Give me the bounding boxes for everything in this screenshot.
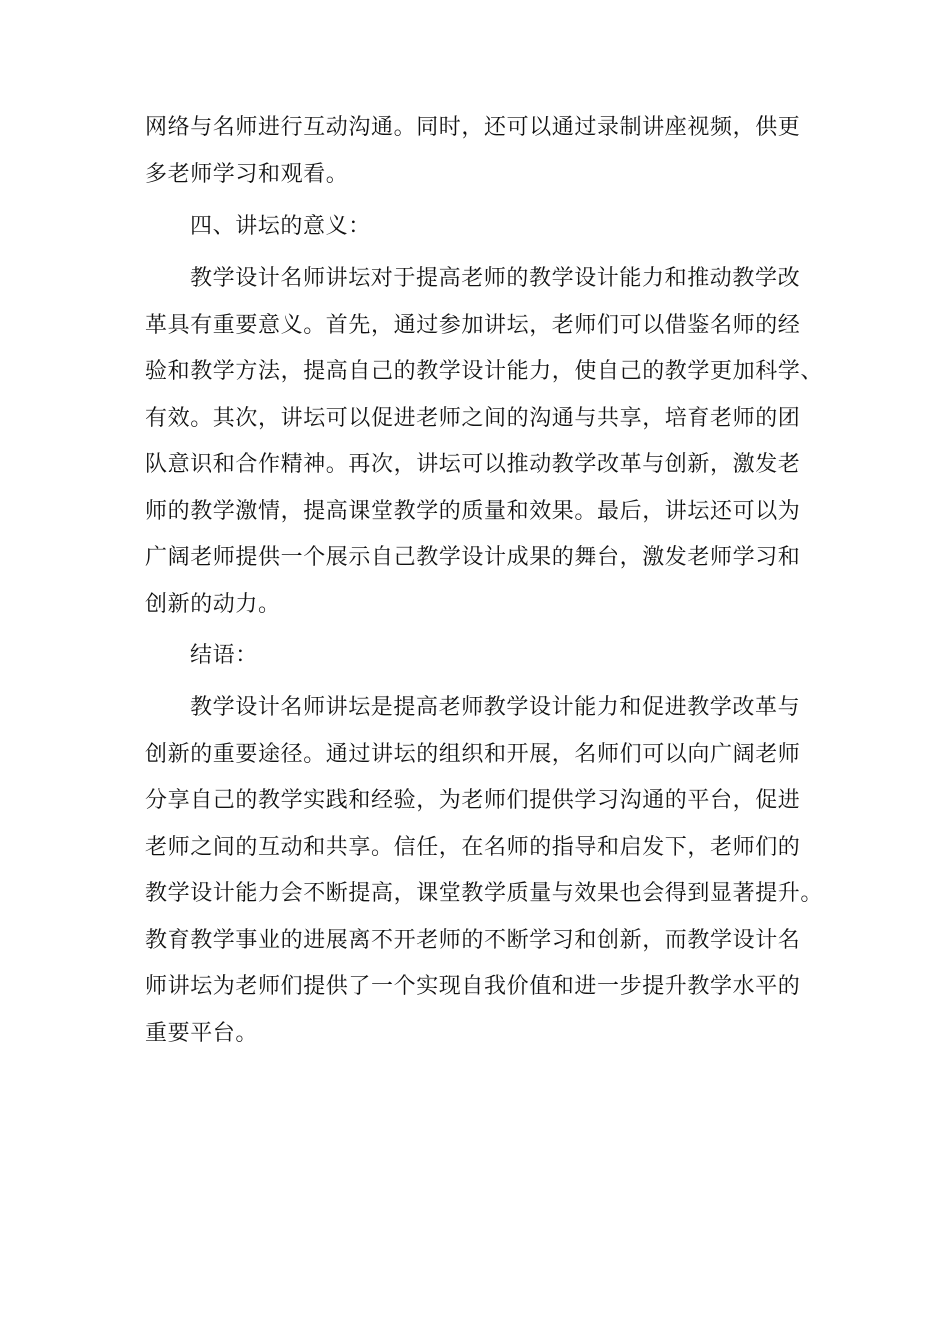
paragraph-line: 验和教学方法，提高自己的教学设计能力，使自己的教学更加科学、 xyxy=(145,359,824,384)
paragraph-line: 广阔老师提供一个展示自己教学设计成果的舞台，激发老师学习和 xyxy=(145,545,801,570)
paragraph-line: 重要平台。 xyxy=(145,1021,259,1046)
paragraph-line: 师讲坛为老师们提供了一个实现自我价值和进一步提升教学水平的 xyxy=(145,974,801,999)
paragraph-line: 教学设计名师讲坛是提高老师教学设计能力和促进教学改革与 xyxy=(190,695,801,720)
paragraph-line: 创新的动力。 xyxy=(145,592,281,617)
paragraph-line: 教学设计名师讲坛对于提高老师的教学设计能力和推动教学改 xyxy=(190,266,801,291)
paragraph-line: 教育教学事业的进展离不开老师的不断学习和创新，而教学设计名 xyxy=(145,928,801,953)
section-heading: 结语： xyxy=(190,643,258,668)
section-heading: 四、讲坛的意义： xyxy=(190,214,371,239)
paragraph-line: 创新的重要途径。通过讲坛的组织和开展，名师们可以向广阔老师 xyxy=(145,742,801,767)
paragraph-line: 多老师学习和观看。 xyxy=(145,162,349,187)
paragraph-line: 革具有重要意义。首先，通过参加讲坛，老师们可以借鉴名师的经 xyxy=(145,313,801,338)
paragraph-line: 网络与名师进行互动沟通。同时，还可以通过录制讲座视频，供更 xyxy=(145,115,801,140)
paragraph-line: 教学设计能力会不断提高，课堂教学质量与效果也会得到显著提升。 xyxy=(145,881,824,906)
paragraph-line: 老师之间的互动和共享。信任，在名师的指导和启发下，老师们的 xyxy=(145,835,801,860)
paragraph-line: 分享自己的教学实践和经验，为老师们提供学习沟通的平台，促进 xyxy=(145,788,801,813)
paragraph-line: 有效。其次，讲坛可以促进老师之间的沟通与共享，培育老师的团 xyxy=(145,406,801,431)
paragraph-line: 队意识和合作精神。再次，讲坛可以推动教学改革与创新，激发老 xyxy=(145,452,801,477)
paragraph-line: 师的教学激情，提高课堂教学的质量和效果。最后，讲坛还可以为 xyxy=(145,499,801,524)
